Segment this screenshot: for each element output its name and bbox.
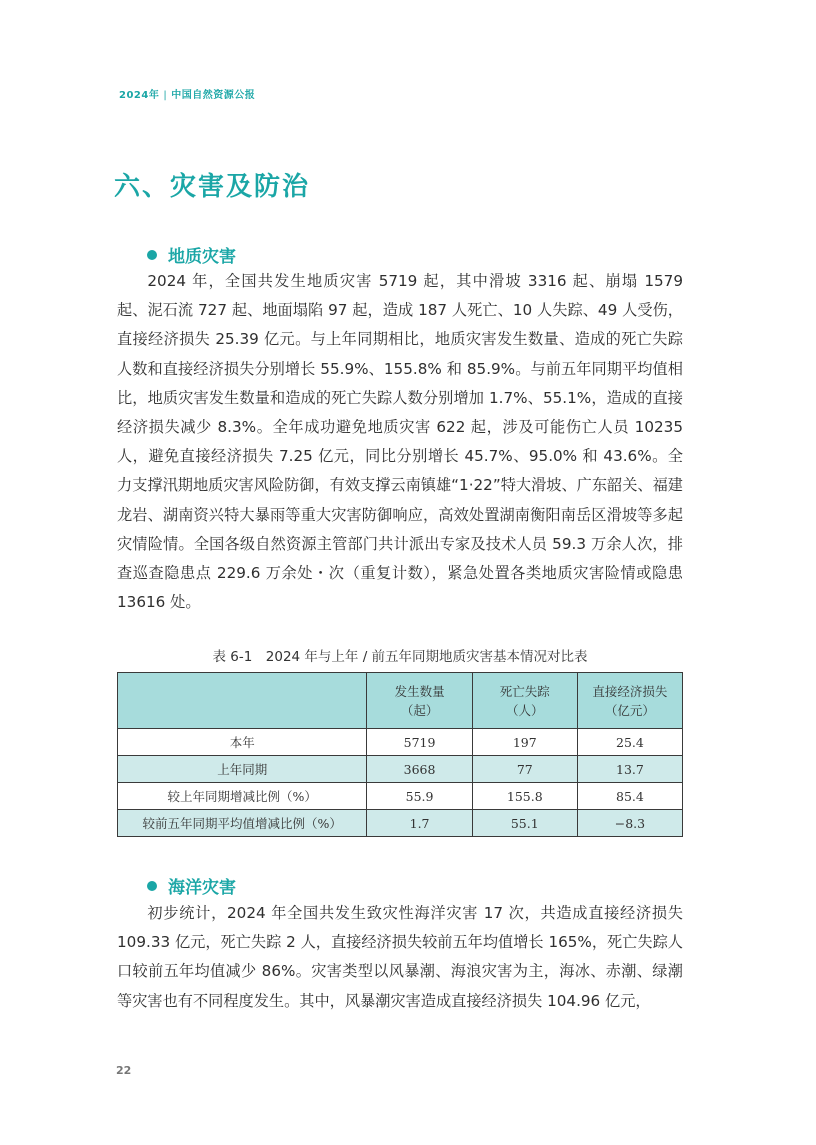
bullet-dot-icon	[147, 881, 157, 891]
bullet-dot-icon	[147, 250, 157, 260]
running-head-year: 2024年	[119, 90, 160, 101]
table-row	[118, 756, 683, 783]
disaster-comparison-table	[117, 672, 683, 837]
marine-disaster-text	[117, 899, 683, 1016]
table-header-row	[118, 673, 683, 729]
row-label: 上年同期	[118, 756, 367, 783]
table-row	[118, 810, 683, 837]
table-cell: 5719	[367, 729, 472, 756]
row-label: 本年	[118, 729, 367, 756]
table-cell: 155.8	[472, 783, 577, 810]
running-head-separator: |	[163, 90, 168, 101]
table-row	[118, 729, 683, 756]
geological-disaster-text	[117, 267, 683, 617]
table-cell: 1.7	[367, 810, 472, 837]
paragraph: 2024 年，全国共发生地质灾害 5719 起，其中滑坡 3316 起、崩塌 1579 起、泥石流 727 起、地面塌陷 97 起，造成 187 人死亡、10 人失踪、49 人受伤，直接经济损失 25.39 亿元。与上年同期相比，地质灾害发生数量、造成的死亡失踪人数和直接经济损失分别增长 55.9%、155.8% 和 85.9%。与前五年同期平均值相比，地质灾害发生数量和造成的死亡失踪人数分别增加 1.7%、55.1%，造成的直接经济损失减少 8.3%。全年成功避免地质灾害 622 起，涉及可能伤亡人员 10235 人，避免直接经济损失 7.25 亿元，同比分别增长 45.7%、95.0% 和 43.6%。全力支撑汛期地质灾害风险防御，有效支撑云南镇雄“1·22”特大滑坡、广东韶关、福建龙岩、湖南资兴特大暴雨等重大灾害防御响应，高效处置湖南衡阳南岳区滑坡等多起灾情险情。全国各级自然资源主管部门共计派出专家及技术人员 59.3 万余人次，排查巡查隐患点 229.6 万余处・次（重复计数），紧急处置各类地质灾害险情或隐患 13616 处。	[117, 272, 683, 612]
table-cell: 197	[472, 729, 577, 756]
section-title: 地质灾害	[168, 247, 236, 267]
row-label: 较上年同期增减比例（%）	[118, 783, 367, 810]
table-cell: 3668	[367, 756, 472, 783]
table-cell: −8.3	[577, 810, 682, 837]
row-label: 较前五年同期平均值增减比例（%）	[118, 810, 367, 837]
table-header-cell: 发生数量 （起）	[367, 673, 472, 729]
table-header-cell: 直接经济损失 （亿元）	[577, 673, 682, 729]
table-cell: 55.9	[367, 783, 472, 810]
table-caption: 表 6-1 2024 年与上年 / 前五年同期地质灾害基本情况对比表	[212, 649, 588, 665]
section-heading-geological	[147, 242, 236, 267]
chapter-title: 六、灾害及防治	[114, 172, 311, 202]
running-head	[119, 86, 255, 101]
table-cell: 13.7	[577, 756, 682, 783]
table-cell: 25.4	[577, 729, 682, 756]
paragraph: 初步统计，2024 年全国共发生致灾性海洋灾害 17 次，共造成直接经济损失 109.33 亿元，死亡失踪 2 人，直接经济损失较前五年均值增长 165%，死亡失踪人口较前五年均值减少 86%。灾害类型以风暴潮、海浪灾害为主，海冰、赤潮、绿潮等灾害也有不同程度发生。其中，风暴潮灾害造成直接经济损失 104.96 亿元，	[117, 904, 683, 1010]
section-title: 海洋灾害	[168, 878, 236, 898]
table-cell: 77	[472, 756, 577, 783]
table-cell: 85.4	[577, 783, 682, 810]
page-number: 22	[116, 1064, 132, 1077]
section-heading-marine	[147, 873, 236, 898]
table-cell: 55.1	[472, 810, 577, 837]
table-header-blank	[118, 673, 367, 729]
table-row	[118, 783, 683, 810]
running-head-publication: 中国自然资源公报	[171, 90, 256, 101]
table-header-cell: 死亡失踪 （人）	[472, 673, 577, 729]
